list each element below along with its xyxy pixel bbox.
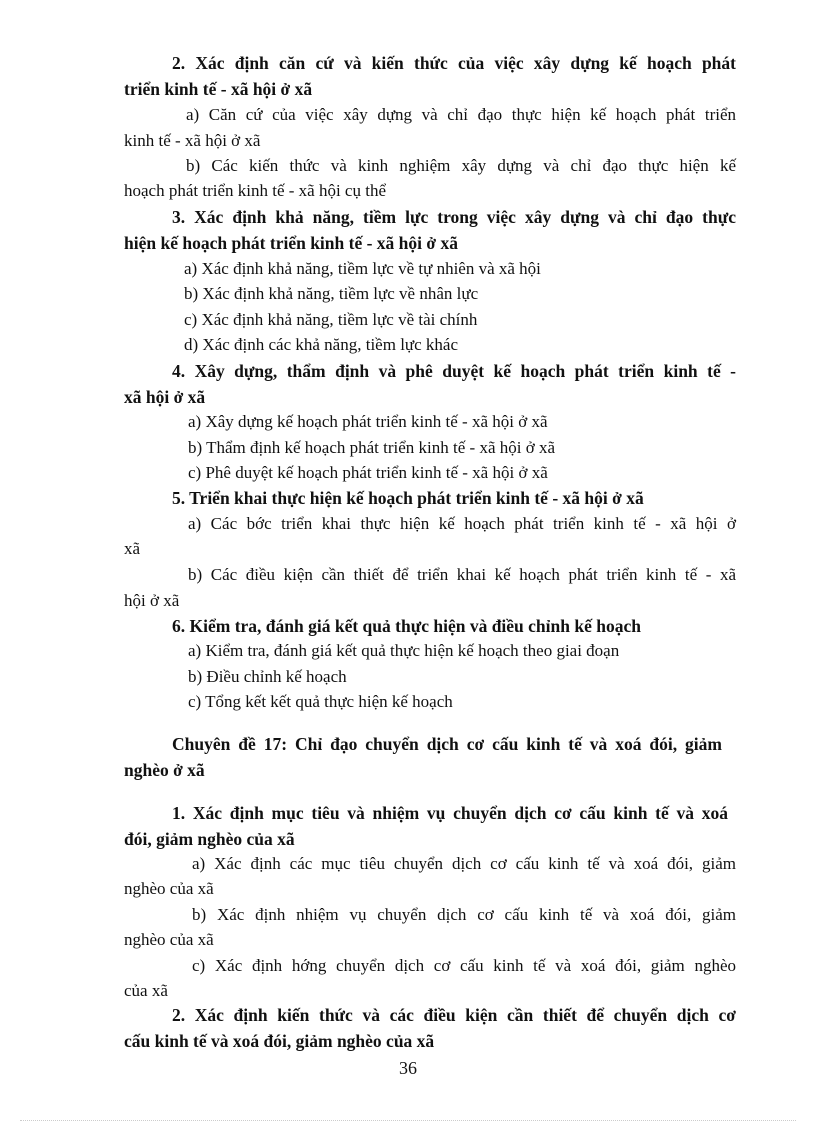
heading-section-4: 4. Xây dựng, thẩm định và phê duyệt kế hoạch phát triển kinh tế -	[172, 361, 736, 381]
heading-section-3: 3. Xác định khả năng, tiềm lực trong việc xây dựng và chỉ đạo thực	[172, 207, 736, 227]
heading-section-4-cont: xã hội ở xã	[124, 387, 206, 407]
heading-17-section-1: 1. Xác định mục tiêu và nhiệm vụ chuyển dịch cơ cấu kinh tế và xoá	[172, 803, 728, 823]
item-2a: a) Căn cứ của việc xây dựng và chỉ đạo thực hiện kế hoạch phát triển	[186, 105, 736, 124]
heading-17-section-1-cont: đói, giảm nghèo của xã	[124, 829, 295, 849]
item-5b-cont: hội ở xã	[124, 591, 180, 610]
item-5b: b) Các điều kiện cần thiết để triển khai kế hoạch phát triển kinh tế - xã	[188, 565, 736, 584]
heading-section-2-cont: triển kinh tế - xã hội ở xã	[124, 79, 313, 99]
item-4a: a) Xây dựng kế hoạch phát triển kinh tế - xã hội ở xã	[188, 412, 548, 431]
item-17-1b: b) Xác định nhiệm vụ chuyển dịch cơ cấu kinh tế và xoá đói, giảm	[192, 905, 736, 924]
heading-section-5: 5. Triển khai thực hiện kế hoạch phát triển kinh tế - xã hội ở xã	[172, 488, 644, 508]
heading-17-section-2: 2. Xác định kiến thức và các điều kiện cần thiết để chuyển dịch cơ	[172, 1005, 736, 1025]
heading-topic-17-cont: nghèo ở xã	[124, 760, 205, 780]
heading-section-6: 6. Kiểm tra, đánh giá kết quả thực hiện và điều chỉnh kế hoạch	[172, 616, 641, 636]
item-2b-cont: hoạch phát triển kinh tế - xã hội cụ thể	[124, 181, 386, 200]
page-number: 36	[399, 1058, 417, 1078]
heading-section-3-cont: hiện kế hoạch phát triển kinh tế - xã hội ở xã	[124, 233, 458, 253]
item-17-1b-cont: nghèo của xã	[124, 930, 214, 949]
item-6c: c) Tổng kết kết quả thực hiện kế hoạch	[188, 692, 453, 711]
heading-section-2: 2. Xác định căn cứ và kiến thức của việc xây dựng kế hoạch phát	[172, 53, 736, 73]
page-bottom-divider	[20, 1120, 796, 1121]
item-17-1a-cont: nghèo của xã	[124, 879, 214, 898]
item-4c: c) Phê duyệt kế hoạch phát triển kinh tế - xã hội ở xã	[188, 463, 548, 482]
item-5a: a) Các bớc triển khai thực hiện kế hoạch phát triển kinh tế - xã hội ở	[188, 514, 736, 533]
item-6b: b) Điều chỉnh kế hoạch	[188, 667, 347, 686]
heading-topic-17: Chuyên đề 17: Chỉ đạo chuyển dịch cơ cấu kinh tế và xoá đói, giảm	[172, 734, 722, 754]
item-6a: a) Kiểm tra, đánh giá kết quả thực hiện kế hoạch theo giai đoạn	[188, 641, 620, 660]
item-17-1c-cont: của xã	[124, 981, 168, 1000]
item-3d: d) Xác định các khả năng, tiềm lực khác	[184, 335, 459, 354]
item-2b: b) Các kiến thức và kinh nghiệm xây dựng và chỉ đạo thực hiện kế	[186, 156, 736, 175]
item-4b: b) Thẩm định kế hoạch phát triển kinh tế - xã hội ở xã	[188, 438, 555, 457]
item-17-1c: c) Xác định hớng chuyển dịch cơ cấu kinh tế và xoá đói, giảm nghèo	[192, 956, 736, 975]
item-17-1a: a) Xác định các mục tiêu chuyển dịch cơ cấu kinh tế và xoá đói, giảm	[192, 854, 736, 873]
item-3a: a) Xác định khả năng, tiềm lực về tự nhiên và xã hội	[184, 259, 541, 278]
heading-17-section-2-cont: cấu kinh tế và xoá đói, giảm nghèo của xã	[124, 1031, 435, 1051]
item-3b: b) Xác định khả năng, tiềm lực về nhân lực	[184, 284, 479, 303]
item-2a-cont: kinh tế - xã hội ở xã	[124, 131, 261, 150]
item-3c: c) Xác định khả năng, tiềm lực về tài chính	[184, 310, 478, 329]
item-5a-cont: xã	[124, 539, 141, 558]
